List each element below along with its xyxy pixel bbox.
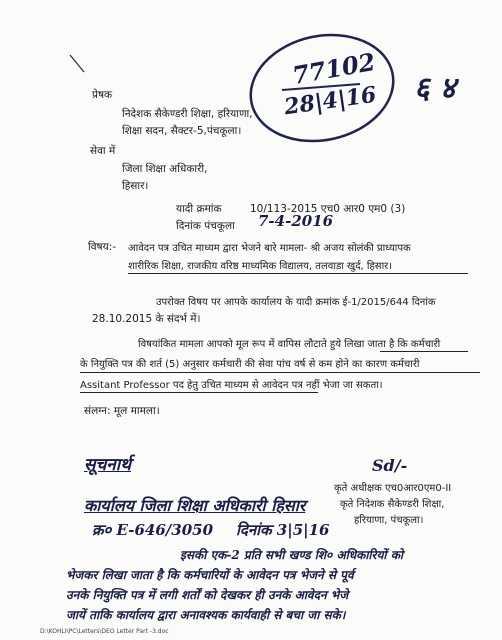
para2-underline-1 (380, 351, 468, 352)
to-line-1: जिला शिक्षा अधिकारी, (122, 163, 208, 175)
note-line-3: उनके नियुक्ति पत्र में लगी शर्तों को देखकर ही उनके आवेदन भेजे (66, 588, 349, 602)
para1-line-1: उपरोक्त विषय पर आपके कार्यालय के यादी क्रमांक ई-1/2015/644 दिनांक (156, 297, 436, 308)
ref-label: यादी क्रमांक (176, 203, 222, 215)
subject-label: विषय:- (88, 241, 117, 253)
subject-line-1: आवेदन पत्र उचित माध्यम द्वारा भेजने बारे मामला- श्री अजय सोलंकी प्राध्यापक (128, 243, 411, 254)
note-line-4: जायें ताकि कार्यालय द्वारा अनावश्यक कार्यवाही से बचा जा सके। (66, 608, 346, 622)
para2-line-3: Assitant Professor पद हेतु उचित माध्यम से आवेदन पत्र नहीं भेजा जा सकता। (80, 380, 383, 391)
subject-line-2: शारीरिक शिक्षा, राजकीय वरिष्ठ माध्यमिक विद्यालय, तलवाडा खुर्द, हिसार। (128, 261, 393, 272)
note-line-1: इसकी एक-2 प्रति सभी खण्ड शि० अधिकारियों को (180, 548, 404, 562)
enclosure: संलग्न: मूल मामला। (84, 405, 160, 417)
para2-line-2: के नियुक्ति पत्र की शर्त (5) अनुसार कर्मचारी की सेवा पांच वर्ष से कम होने का कारण कर्मचारी (80, 359, 420, 370)
date-label: दिनांक पंचकूला (176, 220, 235, 232)
from-line-2: शिक्षा सदन, सैक्टर-5,पंचकूला। (122, 125, 242, 137)
from-label: प्रेषक (92, 89, 113, 101)
suchnarth-note: सूचनार्थ (84, 455, 131, 475)
sign-line-2: कृते निदेशक सैकेण्डरी शिक्षा, (340, 499, 445, 510)
signature-mark: Sd/- (372, 456, 408, 475)
top-right-mark: ६ ४ (414, 71, 456, 106)
memo-date: दिनांक 3|5|16 (236, 521, 330, 539)
receipt-number: 77102 (290, 46, 378, 91)
para1-line-2: 28.10.2015 के संदर्भ में। (92, 313, 201, 325)
para2-underline-3 (80, 392, 318, 393)
file-path-footer: D:\KOHLI\PC\Letters\DEO Letter Part -3.doc (40, 628, 169, 635)
receipt-date: 28|4|16 (282, 81, 378, 121)
sign-line-1: कृते अधीक्षक एच0आर0एम0-II (334, 483, 452, 494)
from-line-1: निदेशक सैकेण्डरी शिक्षा, हरियाणा, (122, 108, 253, 120)
to-line-2: हिसार। (122, 180, 149, 192)
ref-number: 10/113-2015 एच0 आर0 एम0 (3) (250, 203, 406, 215)
para2-underline-2 (80, 372, 480, 373)
office-note: कार्यालय जिला शिक्षा अधिकारी हिसार (84, 496, 306, 515)
to-label: सेवा में (90, 145, 116, 157)
sign-line-3: हरियाणा, पंचकूला। (354, 515, 424, 526)
para2-line-1: विषयांकित मामला आपको मूल रूप में वापिस लौटाते हुये लिखा जाता है कि कर्मचारी (138, 339, 441, 350)
subject-underline (128, 273, 468, 274)
note-line-2: भेजकर लिखा जाता है कि कर्मचारियों के आवेदन पत्र भेजने से पूर्व (66, 568, 354, 582)
memo-number: क्र० E-646/3050 (92, 521, 214, 539)
date-handwritten: 7-4-2016 (258, 212, 334, 230)
